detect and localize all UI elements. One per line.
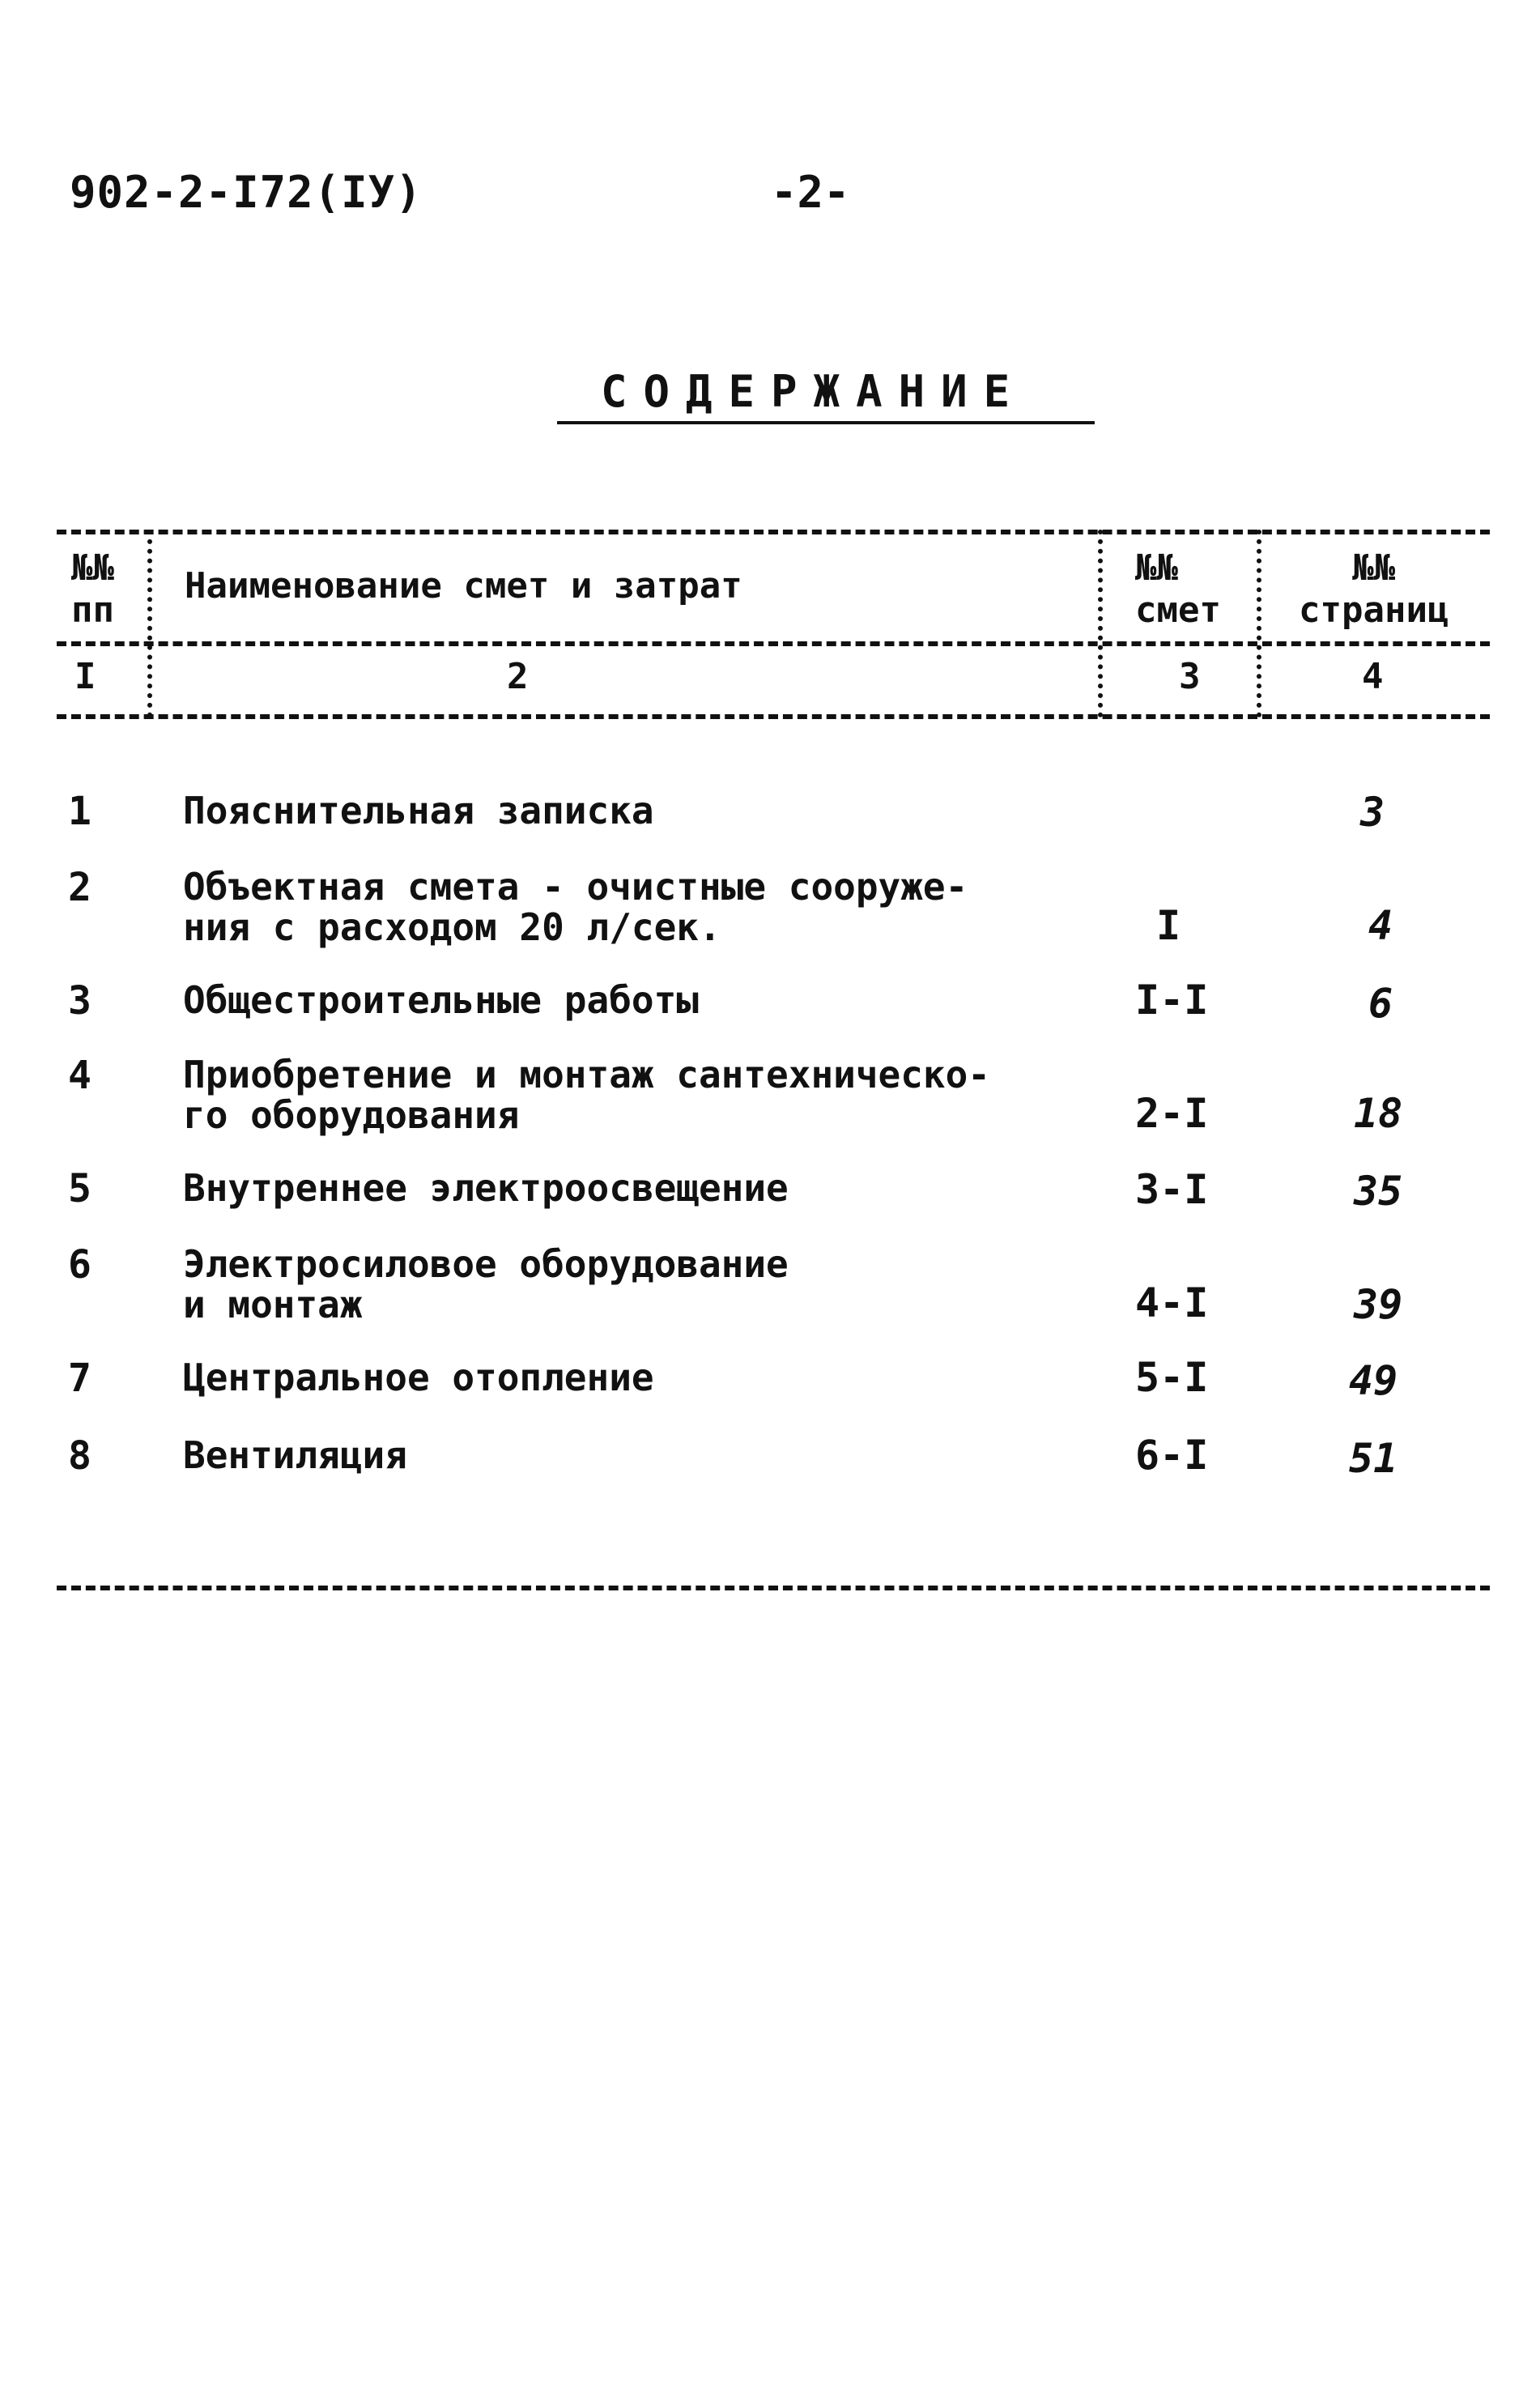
row-6-estimate: 4-I: [1135, 1279, 1209, 1326]
header-bottom-rule: [57, 714, 1490, 719]
row-5-name: Внутреннее электроосвещение: [183, 1166, 789, 1210]
column-number-4: 4: [1362, 656, 1384, 697]
column-number-2: 2: [507, 656, 529, 697]
column-header-estimate: №№ смет: [1135, 547, 1221, 631]
row-4-number: 4: [68, 1053, 91, 1098]
row-5-number: 5: [68, 1166, 91, 1211]
row-7-name: Центральное отопление: [183, 1356, 654, 1399]
row-7-page: 49: [1349, 1357, 1398, 1404]
column-header-num: №№ пп: [71, 547, 114, 631]
row-7-estimate: 5-I: [1135, 1354, 1209, 1401]
row-3-estimate: I-I: [1135, 977, 1209, 1024]
row-3-name: Общестроительные работы: [183, 978, 699, 1022]
table-top-rule: [57, 530, 1490, 534]
column-header-name: Наименование смет и затрат: [185, 565, 742, 607]
row-8-number: 8: [68, 1433, 91, 1479]
table-bottom-rule: [57, 1586, 1490, 1590]
row-3-page: 6: [1368, 980, 1393, 1027]
document-number: 902-2-I72(IУ): [70, 167, 423, 218]
column-number-3: 3: [1179, 656, 1201, 697]
row-5-page: 35: [1354, 1168, 1403, 1215]
row-2-number: 2: [68, 865, 91, 910]
row-1-page: 3: [1360, 789, 1385, 836]
row-4-name: Приобретение и монтаж сантехническо- го оборудования: [183, 1053, 990, 1137]
row-4-estimate: 2-I: [1135, 1090, 1209, 1137]
row-6-name: Электросиловое оборудование и монтаж: [183, 1242, 789, 1326]
row-8-estimate: 6-I: [1135, 1432, 1209, 1479]
row-8-page: 51: [1349, 1435, 1398, 1482]
column-header-pages: №№ страниц: [1299, 547, 1449, 631]
row-2-page: 4: [1368, 902, 1393, 949]
row-2-name: Объектная смета - очистные сооруже- ния с расходом 20 л/сек.: [183, 865, 968, 949]
header-divider-rule: [57, 641, 1490, 646]
row-8-name: Вентиляция: [183, 1433, 407, 1477]
page-number: -2-: [771, 167, 850, 218]
row-7-number: 7: [68, 1356, 91, 1401]
row-4-page: 18: [1354, 1090, 1403, 1137]
row-3-number: 3: [68, 978, 91, 1024]
title-underline: [557, 421, 1095, 424]
row-6-page: 39: [1354, 1281, 1403, 1328]
column-divider-1: [147, 530, 152, 717]
row-2-estimate: I: [1156, 902, 1181, 949]
column-divider-3: [1257, 530, 1261, 717]
row-6-number: 6: [68, 1242, 91, 1288]
row-1-number: 1: [68, 789, 91, 834]
row-1-name: Пояснительная записка: [183, 789, 654, 832]
page-title: СОДЕРЖАНИЕ: [601, 366, 1027, 417]
column-number-1: I: [74, 656, 96, 697]
row-5-estimate: 3-I: [1135, 1166, 1209, 1213]
column-divider-2: [1098, 530, 1103, 717]
